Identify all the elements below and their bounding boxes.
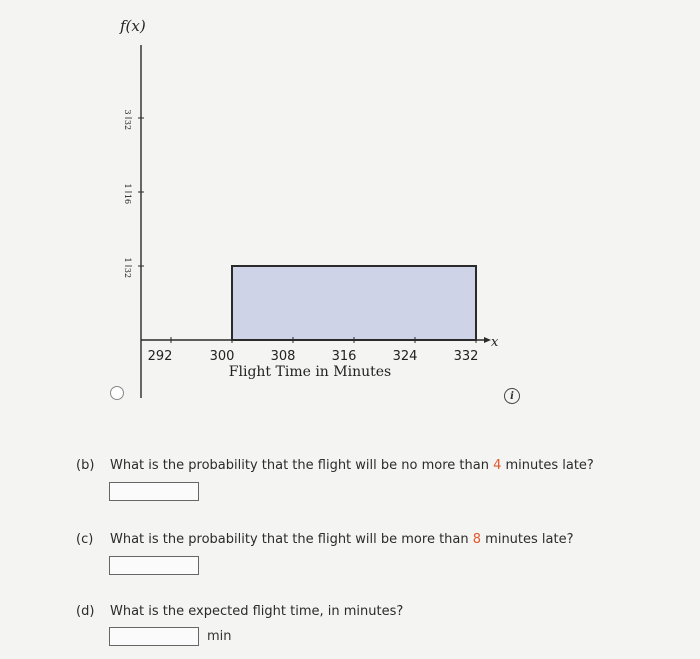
- y-tick-numerator: 1: [123, 257, 132, 263]
- y-axis-label: f(x): [120, 17, 146, 35]
- question-c: [76, 532, 574, 547]
- info-icon[interactable]: i: [504, 388, 520, 404]
- answer-d-input[interactable]: [109, 627, 199, 646]
- question-b-text-post: minutes late?: [501, 458, 594, 473]
- question-b-part: (b): [76, 458, 95, 473]
- y-tick-label: [123, 109, 132, 130]
- question-c-text-post: minutes late?: [481, 532, 574, 547]
- y-tick-numerator: 1: [123, 183, 132, 189]
- y-tick-denominator: 32: [123, 267, 132, 279]
- x-axis-symbol: x: [491, 335, 499, 350]
- answer-c-input[interactable]: [109, 556, 199, 575]
- question-c-text-pre: What is the probability that the flight will be more than: [110, 532, 473, 547]
- x-tick-label: 316: [331, 349, 357, 364]
- x-axis-label: Flight Time in Minutes: [228, 364, 392, 380]
- y-tick-denominator: 32: [123, 119, 132, 131]
- x-tick-label: 300: [209, 349, 235, 364]
- question-d-text: What is the expected flight time, in minutes?: [110, 604, 404, 619]
- question-d-part: (d): [76, 604, 95, 619]
- y-tick-label: [123, 257, 132, 278]
- x-tick-label: 292: [147, 349, 173, 364]
- y-tick-denominator: 16: [123, 193, 132, 205]
- x-tick-label: 324: [392, 349, 418, 364]
- question-c-highlight: 8: [472, 532, 482, 547]
- question-c-part: (c): [76, 532, 94, 547]
- x-axis-arrow: [484, 337, 491, 343]
- answer-radio-button[interactable]: [110, 386, 124, 400]
- y-tick-label: [123, 183, 132, 204]
- x-tick-label: 332: [453, 349, 479, 364]
- question-b: [76, 458, 594, 473]
- x-tick-label: 308: [270, 349, 296, 364]
- question-b-highlight: 4: [493, 458, 502, 473]
- question-b-text-pre: What is the probability that the flight will be no more than: [110, 458, 494, 473]
- answer-b-input[interactable]: [109, 482, 199, 501]
- answer-d-unit: min: [207, 629, 232, 644]
- density-rectangle: [232, 266, 476, 340]
- y-tick-numerator: 3: [123, 109, 132, 115]
- question-d: [76, 604, 403, 619]
